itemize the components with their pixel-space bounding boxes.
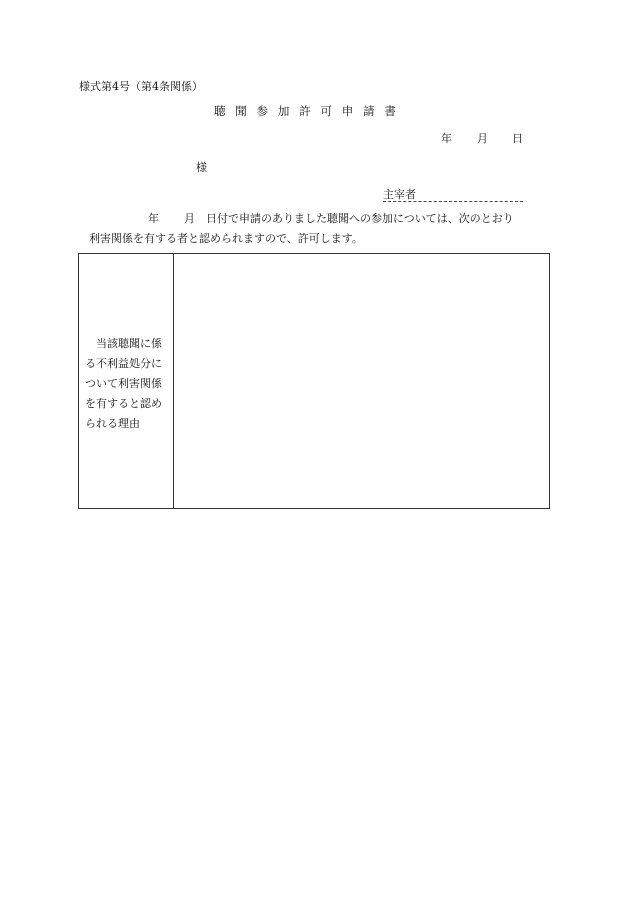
body-text-line-1: 日付で申請のありました聴聞への参加については、次のとおり <box>206 212 514 225</box>
reason-label-line: る不利益処分に <box>85 357 162 370</box>
organizer-signature-line <box>383 201 523 202</box>
reason-label-cell <box>79 254 174 508</box>
form-number: 様式第4号（第4条関係） <box>79 80 203 93</box>
body-month-label: 月 <box>184 212 195 225</box>
date-year-label: 年 <box>441 132 452 145</box>
reason-content-cell <box>174 254 549 508</box>
document-title: 聴聞参加許可申請書 <box>214 104 406 118</box>
recipient-honorific: 様 <box>196 161 207 174</box>
reason-label-line: 当該聴聞に係 <box>96 337 162 350</box>
reason-label-line: られる理由 <box>85 417 140 430</box>
body-year-label: 年 <box>148 212 159 225</box>
body-text-line-2: 利害関係を有する者と認められますので、許可します。 <box>89 232 363 245</box>
date-month-label: 月 <box>477 132 488 145</box>
organizer-label: 主宰者 <box>383 188 416 201</box>
reason-table <box>78 253 550 509</box>
date-day-label: 日 <box>512 132 523 145</box>
reason-label-line: を有すると認め <box>85 397 162 410</box>
reason-label-line: ついて利害関係 <box>85 377 162 390</box>
